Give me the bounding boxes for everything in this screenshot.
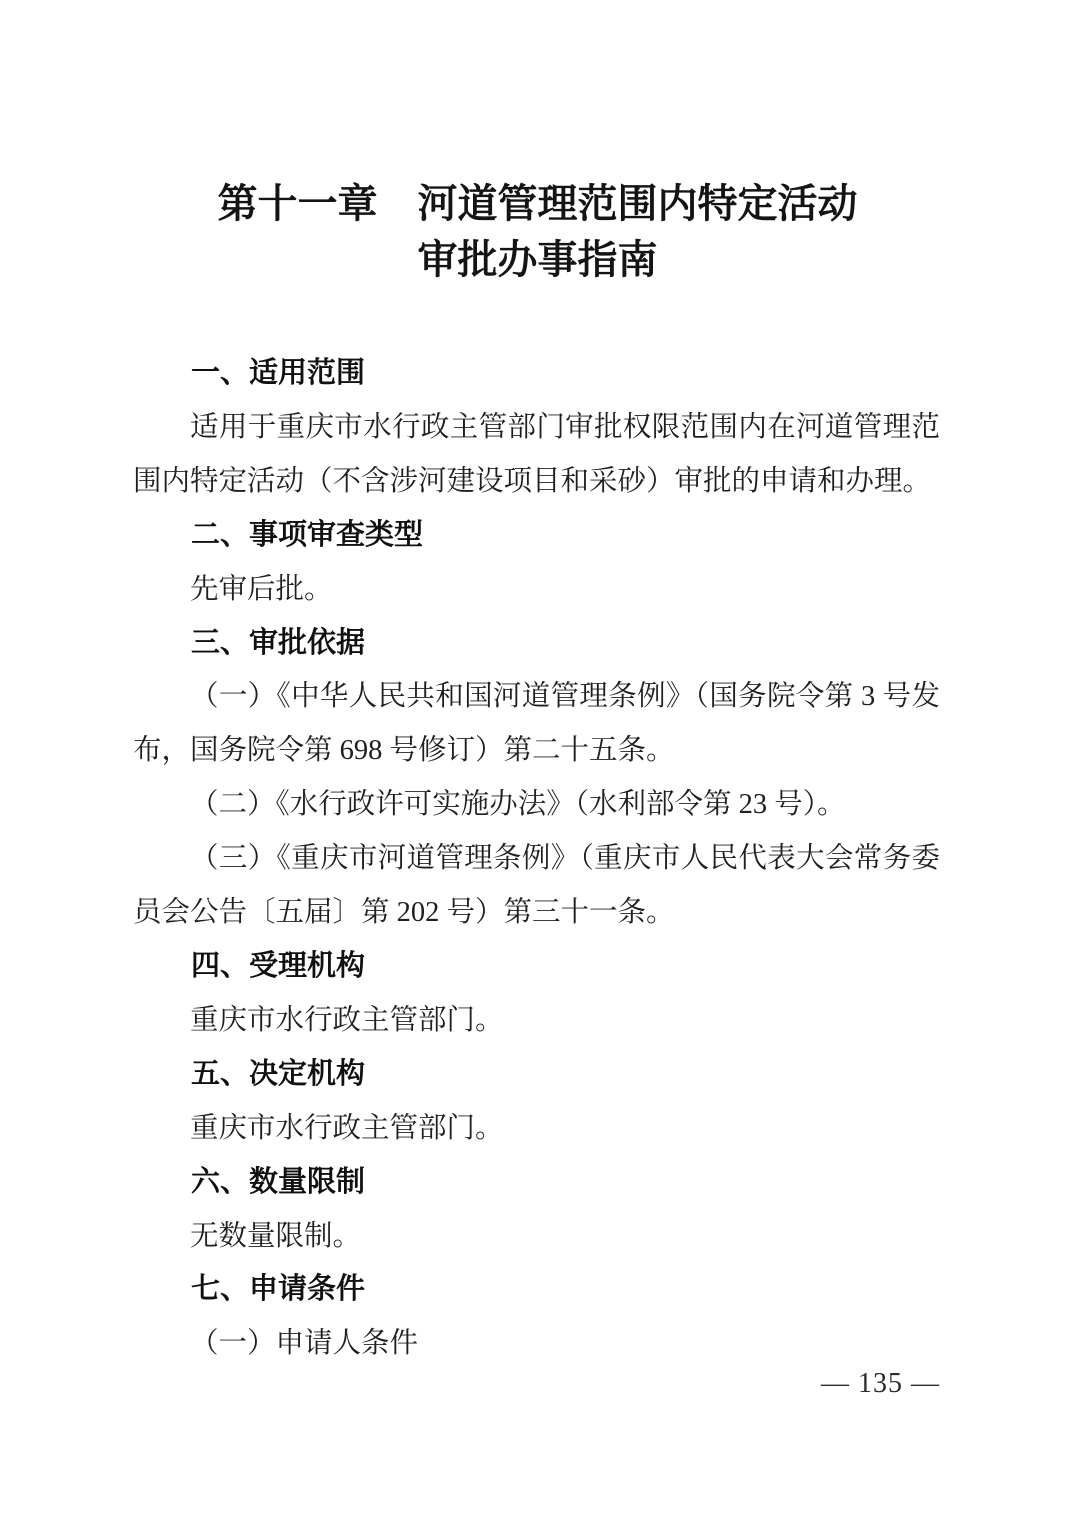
section-paragraph: 适用于重庆市水行政主管部门审批权限范围内在河道管理范围内特定活动（不含涉河建设项目和采砂）审批的申请和办理。 bbox=[133, 411, 940, 497]
section-paragraph: （二）《水行政许可实施办法》（水利部令第 23 号）。 bbox=[190, 789, 846, 821]
section-heading-approval-basis: 三、审批依据 bbox=[191, 626, 366, 659]
section-heading-review-type: 二、事项审查类型 bbox=[191, 518, 424, 551]
chapter-title-line2: 审批办事指南 bbox=[417, 237, 658, 282]
section-paragraph: 重庆市水行政主管部门。 bbox=[190, 1112, 504, 1144]
section-paragraph: （三）《重庆市河道管理条例》（重庆市人民代表大会常务委员会公告〔五届〕第 202 号）第三十一条。 bbox=[133, 843, 940, 929]
section-heading-accepting-authority: 四、受理机构 bbox=[191, 949, 366, 982]
section-paragraph: 重庆市水行政主管部门。 bbox=[190, 1004, 504, 1036]
chapter-title-line1: 第十一章 河道管理范围内特定活动 bbox=[217, 181, 858, 226]
section-heading-deciding-authority: 五、决定机构 bbox=[191, 1057, 366, 1090]
section-paragraph: 先审后批。 bbox=[190, 573, 333, 605]
section-heading-scope: 一、适用范围 bbox=[191, 357, 366, 389]
document-body bbox=[133, 347, 940, 1371]
page-number: — 135 — bbox=[821, 1368, 940, 1399]
section-heading-quantity-limit: 六、数量限制 bbox=[191, 1165, 366, 1198]
section-paragraph: （一）申请人条件 bbox=[190, 1328, 419, 1360]
section-paragraph: （一）《中华人民共和国河道管理条例》（国务院令第 3 号发布，国务院令第 698 号修订）第二十五条。 bbox=[133, 681, 940, 767]
chapter-title bbox=[0, 176, 1075, 288]
section-heading-application-conditions: 七、申请条件 bbox=[191, 1273, 366, 1306]
section-paragraph: 无数量限制。 bbox=[190, 1220, 362, 1252]
